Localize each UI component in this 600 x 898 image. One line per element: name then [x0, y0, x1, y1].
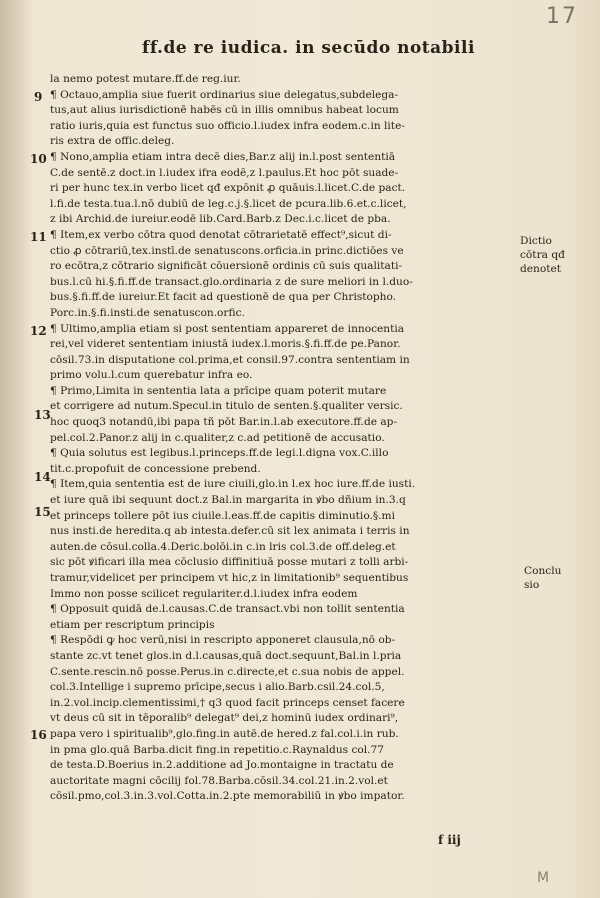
- text-line: in.2.vol.incip.clementissimi,† q3 quod facit princeps censet facere: [50, 696, 405, 709]
- paragraph-number: 13: [34, 408, 51, 422]
- text-line: et corrigere ad nutum.Specul.in titulo de senten.§.qualiter versic.: [50, 400, 403, 413]
- text-line: la nemo potest mutare.ff.de reg.iur.: [50, 73, 241, 85]
- text-line: papa vero i spiritualib⁹,glo.fing.in autē.de hered.z fal.col.i.in rub.: [50, 727, 399, 740]
- text-line: cōsil.73.in disputatione col.prima,et consil.97.contra sententiam in: [50, 353, 410, 366]
- margin-note: [520, 234, 565, 276]
- text-line: auctoritate magni cōcilij fol.78.Barba.cōsil.34.col.21.in.2.vol.et: [50, 774, 388, 787]
- paragraph-number: 14: [34, 470, 51, 484]
- paragraph-number: 9: [34, 90, 43, 104]
- text-line: hoc quoq3 notandū,ibi papa tñ pōt Bar.in.l.ab executore.ff.de ap-: [50, 416, 398, 429]
- text-line: l.fi.de testa.tua.l.nō dubiū de leg.c.j.§.licet de pcura.lib.6.et.c.licet,: [50, 197, 407, 210]
- text-line: vt deus cū sit in tēporalib⁹ delegat⁹ dei,z hominū iudex ordinari⁹,: [50, 712, 399, 725]
- text-line: ¶ Primo,Limita in sententia lata a prīcipe quam poterit mutare: [50, 384, 387, 397]
- text-line: sic pōt ꝟificari illa mea cōclusio diffinitiuā posse mutari z tolli arbi-: [50, 556, 409, 569]
- text-line: et iure quā ibi sequunt doct.z Bal.in margarita in ꝟbo dñium in.3.q: [50, 494, 406, 507]
- text-line: C.sente.rescin.nō posse.Perus.in c.directe,et c.sua nobis de appel.: [50, 665, 405, 678]
- text-line: nus insti.de heredita.q ab intesta.defer.cū sit lex animata i terris in: [50, 525, 410, 538]
- text-line: ctio ꝓ cōtrariū,tex.instī.de senatuscons.orficia.in princ.dictiōes ve: [50, 244, 404, 257]
- paragraph-number: 16: [30, 728, 47, 742]
- text-line: tus,aut alius iurisdictionē habēs cū in illis omnibus habeat locum: [50, 104, 399, 117]
- text-line: rei,vel videret sententiam iniustā iudex.l.moris.§.fi.ff.de pe.Panor.: [50, 338, 401, 351]
- margin-note: [524, 564, 561, 592]
- corner-mark: M: [537, 870, 550, 886]
- text-line: et princeps tollere pōt ius ciuile.l.eas.ff.de capitis diminutio.§.mi: [50, 509, 395, 522]
- text-line: cōsil.pmo,col.3.in.3.vol.Cotta.in.2.pte memorabiliū in ꝟbo impator.: [50, 790, 405, 803]
- text-line: ¶ Item,quia sententia est de iure ciuili,glo.in l.ex hoc iure.ff.de iusti.: [50, 478, 416, 491]
- text-line: col.3.Intellige i supremo prīcipe,secus i alio.Barb.csil.24.col.5,: [50, 681, 385, 694]
- main-text: [50, 72, 510, 805]
- text-line: Immo non posse scilicet regulariter.d.l.iudex infra eodem: [50, 587, 358, 600]
- text-line: ratio iuris,quia est functus suo officio.l.iudex infra eodem.c.in lite-: [50, 119, 405, 132]
- text-line: ¶ Respōdi ꝙ hoc verū,nisi in rescripto apponeret clausula,nō ob-: [50, 634, 396, 647]
- text-line: ri per hunc tex.in verbo licet qđ expōnit ꝓ quāuis.l.licet.C.de pact.: [50, 182, 406, 195]
- text-line: Porc.in.§.fi.insti.de senatuscon.orfic.: [50, 306, 245, 319]
- paragraph-number: 12: [30, 324, 47, 338]
- text-line: primo volu.l.cum querebatur infra eo.: [50, 369, 253, 382]
- running-head: ff.de re iudica. in secūdo notabili: [142, 38, 475, 58]
- paragraph-number: 15: [34, 505, 51, 519]
- folio-number: 17: [546, 4, 578, 29]
- text-line: C.de sentē.z doct.in l.iudex ifra eodē,z l.paulus.Et hoc pōt suade-: [50, 166, 399, 179]
- text-line: etiam per rescriptum principis: [50, 618, 215, 631]
- text-line: ¶ Ultimo,amplia etiam si post sententiam appareret de innocentia: [50, 322, 405, 335]
- text-line: ¶ Nono,amplia etiam intra decē dies,Bar.z alij in.l.post sententiā: [50, 150, 396, 163]
- text-line: pel.col.2.Panor.z alij in c.qualiter,z c.ad petitionē de accusatio.: [50, 431, 385, 444]
- text-line: z ibi Archid.de iureiur.eodē lib.Card.Barb.z Dec.i.c.licet de pba.: [50, 213, 391, 226]
- text-line: auten.de cōsul.colla.4.Deric.bolōi.in c.in lris col.3.de off.deleg.et: [50, 540, 396, 553]
- text-line: tramur,videlicet per principem vt hic,z in limitationib⁹ sequentibus: [50, 572, 409, 584]
- text-line: ro ecōtra,z cōtrario significāt cōuersionē ordinis cū suis qualitati-: [50, 260, 403, 273]
- text-line: ¶ Quia solutus est legibus.l.princeps.ff.de legi.l.digna vox.C.illo: [50, 447, 389, 460]
- margin-note-text: Dictio cōtra qđ denotet: [520, 235, 565, 275]
- signature-mark: f iij: [438, 833, 461, 847]
- gutter-shadow: [0, 0, 30, 898]
- text-line: bus.l.cū hi.§.fi.ff.de transact.glo.ordinaria z de sure meliori in l.duo-: [50, 275, 413, 288]
- paragraph-number: 11: [30, 230, 47, 244]
- paragraph-number: 10: [30, 152, 47, 166]
- text-line: de testa.D.Boerius in.2.additione ad Jo.montaigne in tractatu de: [50, 759, 394, 772]
- margin-note-text: Conclu sio: [524, 565, 562, 591]
- text-line: in pma glo.quā Barba.dicit fing.in repetitio.c.Raynaldus col.77: [50, 743, 385, 756]
- text-line: ¶ Opposuit quidā de.l.causas.C.de transact.vbi non tollit sententia: [50, 603, 405, 616]
- text-line: ¶ Octauo,amplia siue fuerit ordinarius siue delegatus,subdelega-: [50, 88, 399, 101]
- text-line: ¶ Item,ex verbo cōtra quod denotat cōtrarietatē effect⁹,sicut di-: [50, 228, 392, 241]
- text-line: tit.c.propofuit de concessione prebend.: [50, 462, 261, 475]
- text-line: stante zc.vt tenet glos.in d.l.causas,quā doct.sequunt,Bal.in l.pria: [50, 649, 402, 662]
- text-line: ris extra de offic.deleg.: [50, 135, 175, 148]
- text-line: bus.§.fi.ff.de iureiur.Et facit ad questionē de qua per Christopho.: [50, 291, 397, 304]
